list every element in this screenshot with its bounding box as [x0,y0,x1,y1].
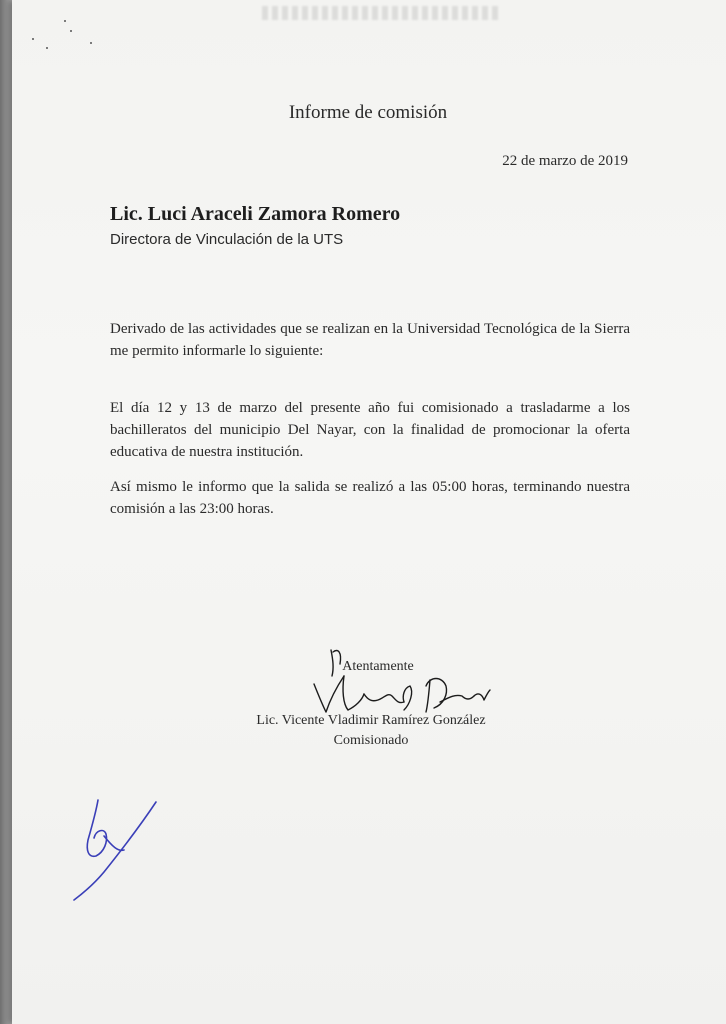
recipient-role: Directora de Vinculación de la UTS [110,231,344,248]
body-paragraph-intro: Derivado de las actividades que se realizan en la Universidad Tecnológica de la Sierra me permito informarle lo siguiente: [110,321,630,359]
closing-text: Atentamente [342,659,414,674]
signer-name: Lic. Vicente Vladimir Ramírez González [256,713,486,728]
speck [32,38,34,40]
paper-specks [12,0,132,60]
speck [90,42,92,44]
document-date: 22 de marzo de 2019 [502,153,628,169]
speck [70,30,72,32]
speck [46,47,48,49]
show-through-text [262,6,502,20]
body-paragraph-schedule: Así mismo le informo que la salida se realizó a las 05:00 horas, terminando nuestra comisión a las 23:00 horas. [110,479,630,517]
signer-role: Comisionado [333,733,409,748]
speck [64,20,66,22]
document-title: Informe de comisión [288,102,448,123]
recipient-name: Lic. Luci Araceli Zamora Romero [110,203,401,225]
body-paragraph-commission: El día 12 y 13 de marzo del presente año fui comisionado a trasladarme a los bachilleratos del municipio Del Nayar, con la finalidad de promocionar la oferta educativa de nuestra institución. [110,400,630,460]
